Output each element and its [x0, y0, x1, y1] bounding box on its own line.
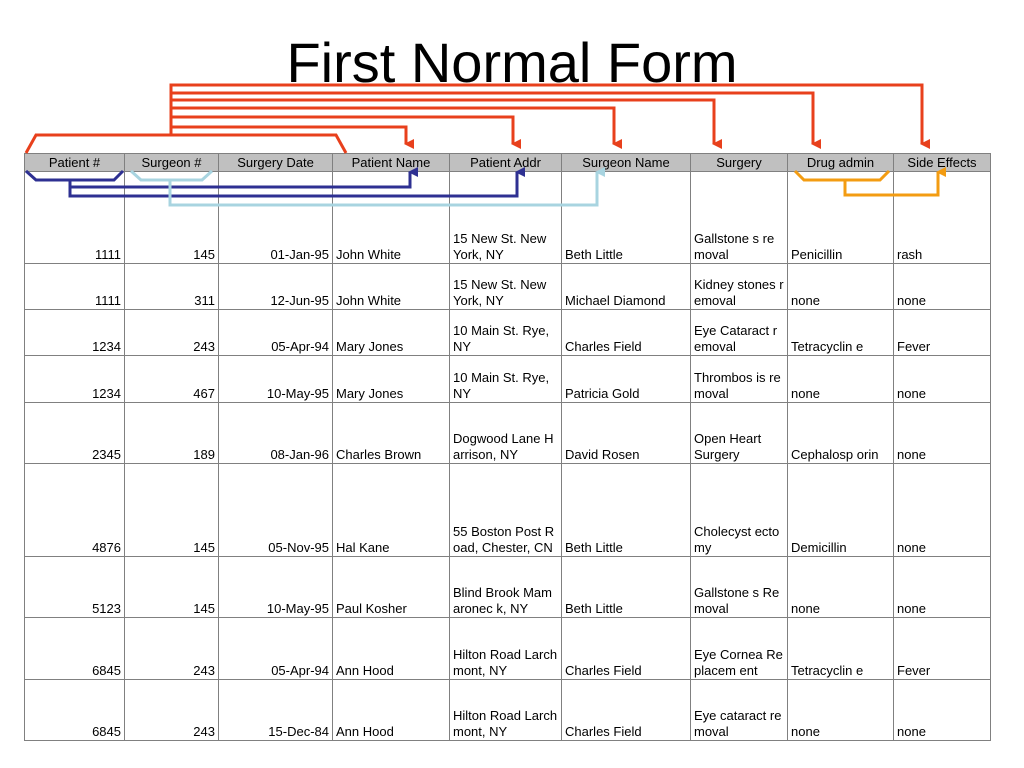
cell-patient-addr: 15 New St. New York, NY	[450, 172, 562, 264]
cell-surgery-date: 10-May-95	[219, 356, 333, 403]
table-row	[25, 680, 991, 741]
cell-side-effects: Fever	[894, 618, 991, 680]
table-row	[25, 403, 991, 464]
cell-surgeon-num: 243	[125, 680, 219, 741]
cell-patient-addr: Hilton Road Larchmont, NY	[450, 680, 562, 741]
cell-patient-num: 1111	[25, 172, 125, 264]
cell-surgeon-num: 189	[125, 403, 219, 464]
header-surgery-date: Surgery Date	[219, 154, 333, 172]
cell-side-effects: rash	[894, 172, 991, 264]
cell-surgeon-name: Beth Little	[562, 172, 691, 264]
arrow-to-patient-name	[171, 127, 406, 144]
table-row	[25, 557, 991, 618]
cell-side-effects: none	[894, 464, 991, 557]
cell-patient-addr: 10 Main St. Rye, NY	[450, 356, 562, 403]
cell-surgery-date: 10-May-95	[219, 557, 333, 618]
header-patient-num: Patient #	[25, 154, 125, 172]
cell-surgeon-num: 243	[125, 310, 219, 356]
arrow-to-surgeon-name	[171, 108, 614, 144]
cell-surgeon-num: 145	[125, 557, 219, 618]
cell-side-effects: none	[894, 680, 991, 741]
cell-patient-name: John White	[333, 172, 450, 264]
header-surgery: Surgery	[691, 154, 788, 172]
cell-patient-addr: 15 New St. New York, NY	[450, 264, 562, 310]
cell-side-effects: none	[894, 557, 991, 618]
cell-side-effects: none	[894, 264, 991, 310]
cell-surgeon-name: Michael Diamond	[562, 264, 691, 310]
cell-patient-name: Mary Jones	[333, 310, 450, 356]
key-bracket-red	[26, 135, 346, 153]
cell-patient-addr: Blind Brook Mamaronec k, NY	[450, 557, 562, 618]
table-row	[25, 264, 991, 310]
cell-surgery: Gallstone s removal	[691, 172, 788, 264]
cell-side-effects: none	[894, 403, 991, 464]
cell-patient-name: Hal Kane	[333, 464, 450, 557]
cell-surgery-date: 05-Apr-94	[219, 310, 333, 356]
cell-patient-num: 2345	[25, 403, 125, 464]
cell-side-effects: none	[894, 356, 991, 403]
cell-patient-name: Paul Kosher	[333, 557, 450, 618]
cell-surgeon-name: Charles Field	[562, 618, 691, 680]
header-drug-admin: Drug admin	[788, 154, 894, 172]
cell-patient-num: 1234	[25, 310, 125, 356]
cell-surgery-date: 05-Apr-94	[219, 618, 333, 680]
slide-title: First Normal Form	[286, 31, 738, 94]
cell-drug-admin: Tetracyclin e	[788, 618, 894, 680]
cell-surgery-date: 12-Jun-95	[219, 264, 333, 310]
cell-patient-name: John White	[333, 264, 450, 310]
cell-surgeon-name: Charles Field	[562, 680, 691, 741]
table-row	[25, 172, 991, 264]
header-surgeon-num: Surgeon #	[125, 154, 219, 172]
cell-surgery-date: 08-Jan-96	[219, 403, 333, 464]
cell-surgery: Thrombos is removal	[691, 356, 788, 403]
cell-patient-num: 6845	[25, 680, 125, 741]
cell-patient-num: 6845	[25, 618, 125, 680]
cell-patient-addr: Hilton Road Larchmont, NY	[450, 618, 562, 680]
cell-patient-num: 1234	[25, 356, 125, 403]
arrow-to-surgery	[171, 100, 714, 144]
cell-side-effects: Fever	[894, 310, 991, 356]
cell-surgery: Eye Cataract removal	[691, 310, 788, 356]
cell-surgery: Cholecyst ectomy	[691, 464, 788, 557]
cell-patient-num: 5123	[25, 557, 125, 618]
header-patient-addr: Patient Addr	[450, 154, 562, 172]
cell-surgeon-num: 145	[125, 464, 219, 557]
patient-table	[24, 153, 991, 741]
cell-surgeon-name: Beth Little	[562, 557, 691, 618]
cell-surgery: Eye Cornea Replacem ent	[691, 618, 788, 680]
cell-surgery: Kidney stones removal	[691, 264, 788, 310]
cell-drug-admin: none	[788, 680, 894, 741]
cell-drug-admin: none	[788, 557, 894, 618]
cell-surgeon-name: Beth Little	[562, 464, 691, 557]
table-row	[25, 464, 991, 557]
cell-surgery: Open Heart Surgery	[691, 403, 788, 464]
table-row	[25, 310, 991, 356]
header-side-effects: Side Effects	[894, 154, 991, 172]
header-row	[25, 154, 991, 172]
cell-patient-name: Charles Brown	[333, 403, 450, 464]
cell-surgery-date: 05-Nov-95	[219, 464, 333, 557]
header-surgeon-name: Surgeon Name	[562, 154, 691, 172]
cell-drug-admin: Cephalosp orin	[788, 403, 894, 464]
cell-drug-admin: Tetracyclin e	[788, 310, 894, 356]
cell-patient-addr: 10 Main St. Rye, NY	[450, 310, 562, 356]
cell-patient-name: Ann Hood	[333, 618, 450, 680]
cell-surgery-date: 01-Jan-95	[219, 172, 333, 264]
cell-drug-admin: none	[788, 356, 894, 403]
cell-surgeon-num: 467	[125, 356, 219, 403]
cell-drug-admin: Penicillin	[788, 172, 894, 264]
cell-patient-num: 1111	[25, 264, 125, 310]
cell-patient-name: Mary Jones	[333, 356, 450, 403]
cell-surgeon-num: 311	[125, 264, 219, 310]
cell-surgeon-name: Charles Field	[562, 310, 691, 356]
cell-surgery: Gallstone s Removal	[691, 557, 788, 618]
cell-surgery: Eye cataract removal	[691, 680, 788, 741]
cell-patient-name: Ann Hood	[333, 680, 450, 741]
arrow-to-drug-admin	[171, 93, 813, 144]
cell-surgeon-num: 145	[125, 172, 219, 264]
header-patient-name: Patient Name	[333, 154, 450, 172]
cell-surgeon-name: David Rosen	[562, 403, 691, 464]
cell-surgeon-name: Patricia Gold	[562, 356, 691, 403]
arrow-to-patient-addr	[171, 117, 513, 144]
cell-drug-admin: none	[788, 264, 894, 310]
cell-patient-num: 4876	[25, 464, 125, 557]
table-row	[25, 356, 991, 403]
cell-drug-admin: Demicillin	[788, 464, 894, 557]
cell-surgeon-num: 243	[125, 618, 219, 680]
cell-patient-addr: Dogwood Lane Harrison, NY	[450, 403, 562, 464]
table-row	[25, 618, 991, 680]
cell-surgery-date: 15-Dec-84	[219, 680, 333, 741]
cell-patient-addr: 55 Boston Post Road, Chester, CN	[450, 464, 562, 557]
